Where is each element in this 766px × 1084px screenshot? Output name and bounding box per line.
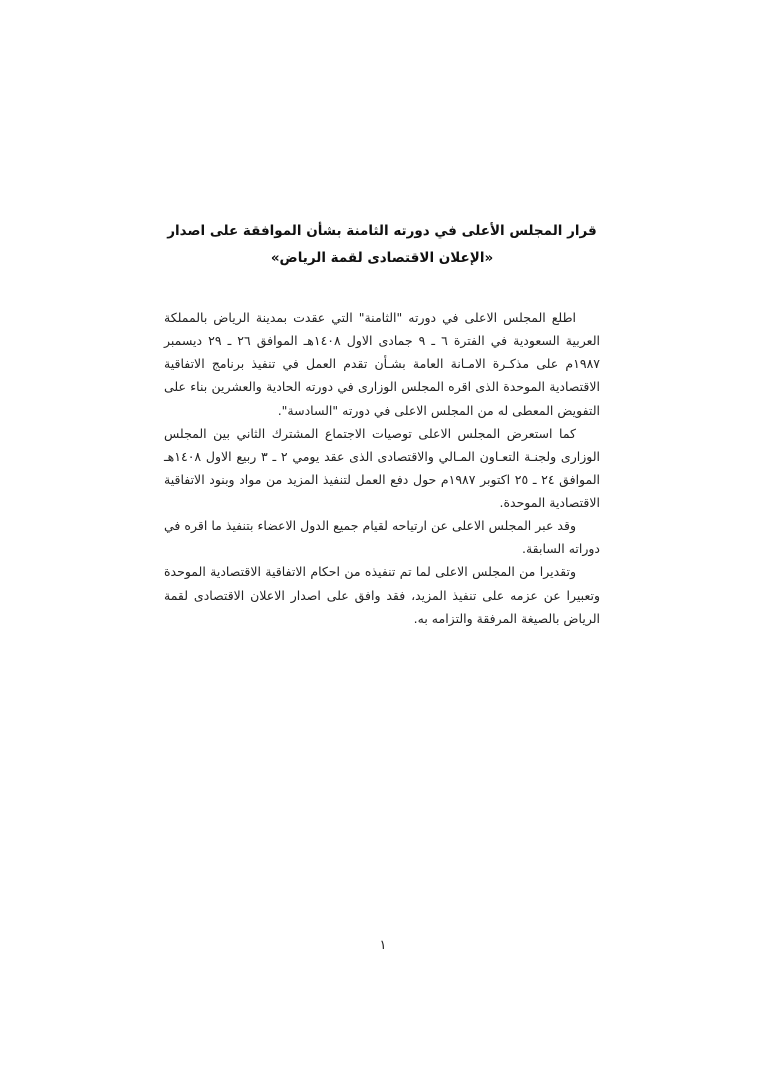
paragraph-2: كما استعرض المجلس الاعلى توصيات الاجتماع المشترك الثاني بين المجلس الوزارى ولجنـة التعـاون المـالي والاقتصادى الذى عقد يومي ٢ ـ ٣ ربيع الاول ١٤٠٨هـ الموافق ٢٤ ـ ٢٥ اكتوبر ١٩٨٧م حول دفع العمل لتنفيذ المزيد من مواد وبنود الاتفاقية الاقتصادية الموحدة. [164, 425, 601, 510]
document-title-line-1: قرار المجلس الأعلى في دورته الثامنة بشأن الموافقة على اصدار [167, 223, 597, 239]
document-content [164, 218, 600, 630]
paragraph-4: وتقديرا من المجلس الاعلى لما تم تنفيذه من احكام الاتفاقية الاقتصادية الموحدة وتعبيرا عن عزمه على تنفيذ المزيد، فقد وافق على اصدار الاعلان الاقتصادى لقمة الرياض بالصيغة المرفقة والتزامه به. [164, 564, 600, 626]
document-title-line-2: «الإعلان الاقتصادى لقمة الرياض» [270, 250, 494, 266]
document-body [164, 306, 600, 630]
paragraph-3: وقد عبر المجلس الاعلى عن ارتياحه لقيام جميع الدول الاعضاء بتنفيذ ما اقره في دوراته السابقة. [164, 518, 600, 557]
paragraph-1: اطلع المجلس الاعلى في دورته "الثامنة" التي عقدت بمدينة الرياض بالمملكة العربية السعودية في الفترة ٦ ـ ٩ جمادى الاول ١٤٠٨هـ الموافق ٢٦ ـ ٢٩ ديسمبر ١٩٨٧م على مذكـرة الامـانة العامة بشـأن تقدم العمل في تنفيذ برنامج الاتفاقية الاقتصادية الموحدة الذى اقره المجلس الوزارى في دورته الحادية والعشرين بناء على التفويض المعطى له من المجلس الاعلى في دورته "السادسة". [164, 310, 600, 418]
page-number: ١ [379, 938, 387, 953]
document-title [164, 218, 600, 272]
